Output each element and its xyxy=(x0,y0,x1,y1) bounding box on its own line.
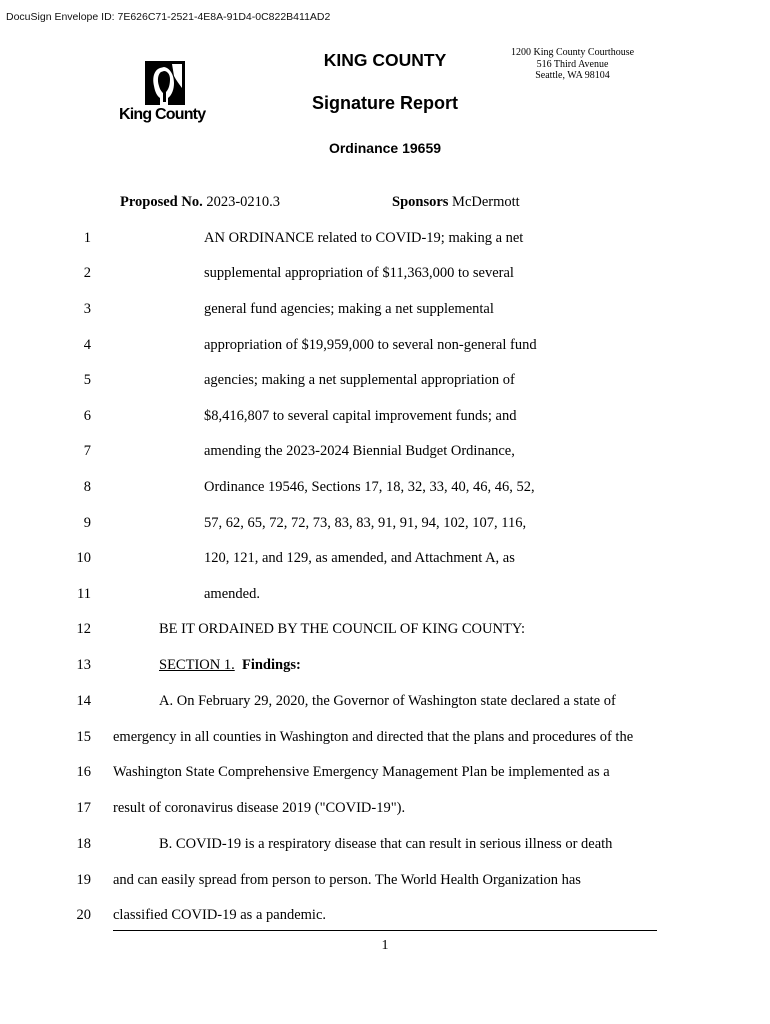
line-number: 17 xyxy=(76,800,91,816)
line-text: classified COVID-19 as a pandemic. xyxy=(113,907,327,923)
line-number: 6 xyxy=(83,408,91,424)
line-text: AN ORDINANCE related to COVID-19; making a net xyxy=(204,230,524,246)
line-text: emergency in all counties in Washington and directed that the plans and procedures of the xyxy=(113,729,634,745)
line-number: 4 xyxy=(83,337,91,353)
section-label: SECTION 1. xyxy=(159,657,235,673)
logo-text: King County xyxy=(119,106,206,123)
line-number: 3 xyxy=(83,301,91,317)
ordinance-line xyxy=(0,764,770,784)
line-number: 19 xyxy=(76,872,91,888)
docusign-envelope-id: DocuSign Envelope ID: 7E626C71-2521-4E8A-91D4-0C822B411AD2 xyxy=(6,11,331,23)
line-text xyxy=(159,657,301,674)
line-text: Ordinance 19546, Sections 17, 18, 32, 33, 40, 46, 46, 52, xyxy=(204,479,535,495)
ordinance-line xyxy=(0,443,770,463)
line-number: 5 xyxy=(83,372,91,388)
page-number: 1 xyxy=(381,938,389,953)
ordinance-line xyxy=(0,301,770,321)
sponsors xyxy=(392,194,520,211)
ordinance-line xyxy=(0,479,770,499)
footer-divider xyxy=(113,930,657,931)
line-number: 14 xyxy=(76,693,91,709)
ordinance-line xyxy=(0,657,770,677)
ordinance-line xyxy=(0,729,770,749)
county-title: KING COUNTY xyxy=(323,50,447,70)
ordinance-line xyxy=(0,907,770,927)
line-number: 10 xyxy=(76,550,91,566)
ordinance-line xyxy=(0,515,770,535)
line-number: 7 xyxy=(83,443,91,459)
ordinance-line xyxy=(0,693,770,713)
line-text: appropriation of $19,959,000 to several non-general fund xyxy=(204,337,537,353)
line-number: 20 xyxy=(76,907,91,923)
proposed-number xyxy=(120,194,280,211)
line-number: 2 xyxy=(83,265,91,281)
sponsors-label: Sponsors xyxy=(392,194,449,210)
ordinance-line xyxy=(0,265,770,285)
line-text: and can easily spread from person to person. The World Health Organization has xyxy=(113,872,581,888)
line-text: amending the 2023-2024 Biennial Budget Ordinance, xyxy=(204,443,515,459)
ordinance-number: Ordinance 19659 xyxy=(328,140,442,156)
address-line: Seattle, WA 98104 xyxy=(535,70,610,81)
ordinance-line xyxy=(0,230,770,250)
address-line: 1200 King County Courthouse xyxy=(510,47,635,58)
ordinance-line xyxy=(0,586,770,606)
line-number: 15 xyxy=(76,729,91,745)
ordinance-line xyxy=(0,836,770,856)
line-text: agencies; making a net supplemental appropriation of xyxy=(204,372,515,388)
ordinance-line xyxy=(0,550,770,570)
line-text: 120, 121, and 129, as amended, and Attachment A, as xyxy=(204,550,515,566)
ordinance-line xyxy=(0,408,770,428)
line-text: general fund agencies; making a net supplemental xyxy=(204,301,494,317)
line-text: result of coronavirus disease 2019 ("COVID-19"). xyxy=(113,800,406,816)
line-number: 13 xyxy=(76,657,91,673)
line-text: supplemental appropriation of $11,363,000 to several xyxy=(204,265,514,281)
line-text: B. COVID-19 is a respiratory disease that can result in serious illness or death xyxy=(159,836,613,852)
report-title: Signature Report xyxy=(311,93,458,113)
line-text: BE IT ORDAINED BY THE COUNCIL OF KING COUNTY: xyxy=(159,621,525,637)
line-number: 9 xyxy=(83,515,91,531)
line-text: A. On February 29, 2020, the Governor of Washington state declared a state of xyxy=(159,693,616,709)
line-text: $8,416,807 to several capital improvement funds; and xyxy=(204,408,517,424)
ordinance-line xyxy=(0,372,770,392)
line-text: 57, 62, 65, 72, 72, 73, 83, 83, 91, 91, 94, 102, 107, 116, xyxy=(204,515,527,531)
line-number: 16 xyxy=(76,764,91,780)
ordinance-line xyxy=(0,872,770,892)
line-text: Washington State Comprehensive Emergency Management Plan be implemented as a xyxy=(113,764,610,780)
line-text: amended. xyxy=(204,586,260,602)
line-number: 18 xyxy=(76,836,91,852)
sponsors-value: McDermott xyxy=(452,194,520,210)
proposed-label: Proposed No. xyxy=(120,194,203,210)
line-number: 12 xyxy=(76,621,91,637)
line-number: 11 xyxy=(77,586,91,602)
section-heading: Findings: xyxy=(241,657,301,673)
line-number: 8 xyxy=(83,479,91,495)
line-number: 1 xyxy=(83,230,91,246)
courthouse-address xyxy=(500,47,645,82)
ordinance-line xyxy=(0,337,770,357)
address-line: 516 Third Avenue xyxy=(536,58,609,70)
ordinance-line xyxy=(0,800,770,820)
proposed-value: 2023-0210.3 xyxy=(206,194,281,210)
ordinance-line xyxy=(0,621,770,641)
